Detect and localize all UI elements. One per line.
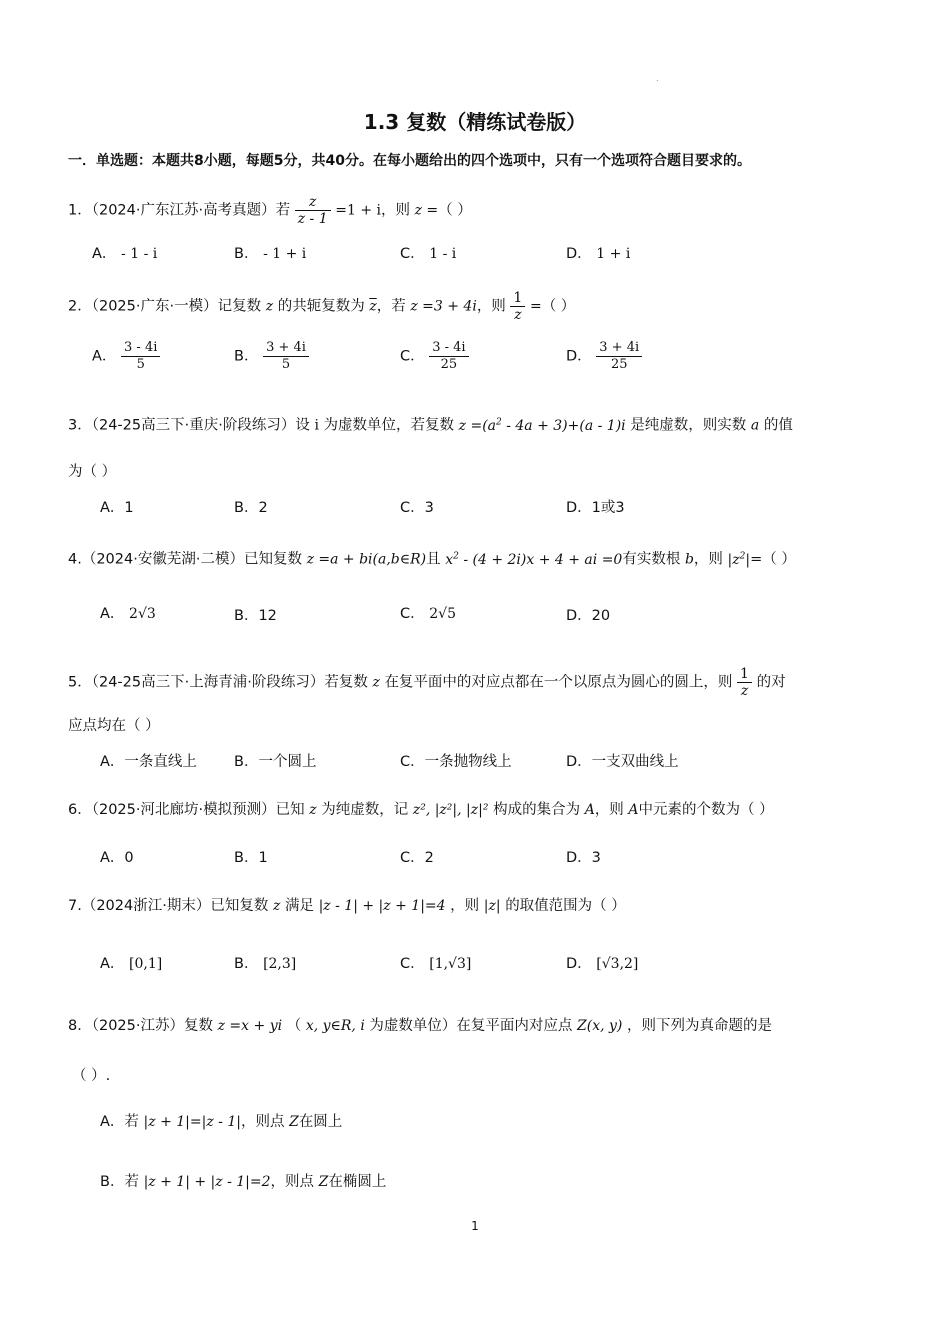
question-3-line2: 为（ ） bbox=[68, 464, 117, 480]
page-number: 1 bbox=[471, 1219, 479, 1233]
q5-option-b[interactable]: B．一个圆上 bbox=[234, 754, 317, 770]
q7-option-a[interactable]: A． [0,1] bbox=[100, 956, 163, 972]
q6-option-d[interactable]: D．3 bbox=[566, 850, 601, 866]
q2-option-a[interactable]: A． $\frac{3 - 4i}{5}$ bbox=[92, 340, 160, 373]
q6-option-b[interactable]: B．1 bbox=[234, 850, 268, 866]
q4-option-a[interactable]: A． 2√3 bbox=[100, 606, 156, 622]
question-1: 1．（2024·广东江苏·高考真题）若 $\frac{z}{z - 1}$ =1 + i，则 z =（ ） bbox=[68, 194, 472, 227]
question-7: 7.（2024浙江·期末）已知复数 z 满足 |z - 1| + |z + 1|=4 ，则 |z| 的取值范围为（ ） bbox=[68, 898, 626, 914]
question-5-line2: 应点均在（ ） bbox=[68, 718, 160, 734]
q4-equation: $x^2 - (4 + 2i)x + 4$ + ai =0 bbox=[445, 551, 623, 568]
q1-option-b[interactable]: B． - 1 + i bbox=[234, 246, 307, 262]
q2-option-d[interactable]: D． $\frac{3 + 4i}{25}$ bbox=[566, 340, 642, 373]
artifact-dot: . bbox=[656, 74, 659, 83]
section-heading: 一．单选题：本题共8小题，每题5分，共40分。在每小题给出的四个选项中，只有一个选项符合题目要求的。 bbox=[68, 153, 751, 169]
q1-math-ask: z = bbox=[414, 202, 439, 219]
q4-option-c[interactable]: C． 2√5 bbox=[400, 606, 456, 622]
q5-option-a[interactable]: A．一条直线上 bbox=[100, 754, 197, 770]
q6-option-c[interactable]: C．2 bbox=[400, 850, 434, 866]
question-6: 6．（2025·河北廊坊·模拟预测）已知 z 为纯虚数，记 z², |z²|, |z|² 构成的集合为 A，则 A中元素的个数为（ ） bbox=[68, 802, 774, 818]
question-3: 3．（24-25高三下·重庆·阶段练习）设 i 为虚数单位，若复数 $z =(a^2 - 4a + 3)+(a - 1)i$ 是纯虚数，则实数 a 的值 bbox=[68, 417, 793, 434]
q3-option-a[interactable]: A．1 bbox=[100, 500, 134, 516]
q4-option-d[interactable]: D．20 bbox=[566, 608, 611, 624]
q1-math-rhs: =1 + i bbox=[335, 202, 381, 219]
question-8: 8．（2025·江苏）复数 z =x + yi （ x, y∈R, i 为虚数单位）在复平面内对应点 Z(x, y) ，则下列为真命题的是 bbox=[68, 1018, 772, 1034]
q7-option-b[interactable]: B． [2,3] bbox=[234, 956, 297, 972]
q6-option-a[interactable]: A．0 bbox=[100, 850, 134, 866]
q1-fraction: $\frac{z}{z - 1}$ bbox=[295, 194, 331, 227]
q7-condition: |z - 1| + |z + 1|=4 bbox=[318, 898, 446, 914]
question-5: 5．（24-25高三下·上海青浦·阶段练习）若复数 z 在复平面中的对应点都在一个以原点为圆心的圆上，则 $\frac{1}{z}$ 的对 bbox=[68, 666, 786, 699]
q3-expression: $z =(a^2 - 4a + 3)+(a - 1)i$ bbox=[458, 417, 626, 434]
q8-option-b[interactable]: B．若 |z + 1| + |z - 1|=2，则点 Z在椭圆上 bbox=[100, 1174, 387, 1190]
q5-option-d[interactable]: D．一支双曲线上 bbox=[566, 754, 679, 770]
q4-abs: $|z^2|$ bbox=[727, 551, 751, 568]
q6-set: z², |z²|, |z|² bbox=[412, 802, 489, 818]
q7-option-c[interactable]: C． [1,√3] bbox=[400, 956, 472, 972]
q3-option-b[interactable]: B．2 bbox=[234, 500, 268, 516]
q5-option-c[interactable]: C．一条抛物线上 bbox=[400, 754, 512, 770]
page-title: 1.3 复数（精练试卷版） bbox=[363, 110, 587, 134]
q1-text: 1．（2024·广东江苏·高考真题）若 bbox=[68, 202, 291, 219]
q3-option-d[interactable]: D．1或3 bbox=[566, 500, 625, 516]
q5-fraction: $\frac{1}{z}$ bbox=[737, 666, 752, 699]
question-8-line2: （ ）. bbox=[72, 1068, 111, 1084]
question-4: 4.（2024·安徽芜湖·二模）已知复数 z =a + bi(a,b∈R)且 $x^2 - (4 + 2i)x + 4$ + ai =0有实数根 b，则 $|z^2|=$（ ） bbox=[68, 551, 796, 568]
q3-option-c[interactable]: C．3 bbox=[400, 500, 434, 516]
q1-option-d[interactable]: D． 1 + i bbox=[566, 246, 631, 262]
q1-option-a[interactable]: A． - 1 - i bbox=[92, 246, 158, 262]
q1-option-c[interactable]: C． 1 - i bbox=[400, 246, 457, 262]
q4-option-b[interactable]: B．12 bbox=[234, 608, 277, 624]
q2-fraction: $\frac{1}{z}$ bbox=[510, 290, 525, 323]
question-2: 2．（2025·广东·一模）记复数 z 的共轭复数为 $\overline{z}$，若 z =3 + 4i，则 $\frac{1}{z}$ =（ ） bbox=[68, 290, 576, 323]
q2-option-c[interactable]: C． $\frac{3 - 4i}{25}$ bbox=[400, 340, 469, 373]
q2-option-b[interactable]: B． $\frac{3 + 4i}{5}$ bbox=[234, 340, 309, 373]
q7-option-d[interactable]: D． [√3,2] bbox=[566, 956, 639, 972]
q8-option-a[interactable]: A．若 |z + 1|=|z - 1|，则点 Z在圆上 bbox=[100, 1114, 343, 1130]
